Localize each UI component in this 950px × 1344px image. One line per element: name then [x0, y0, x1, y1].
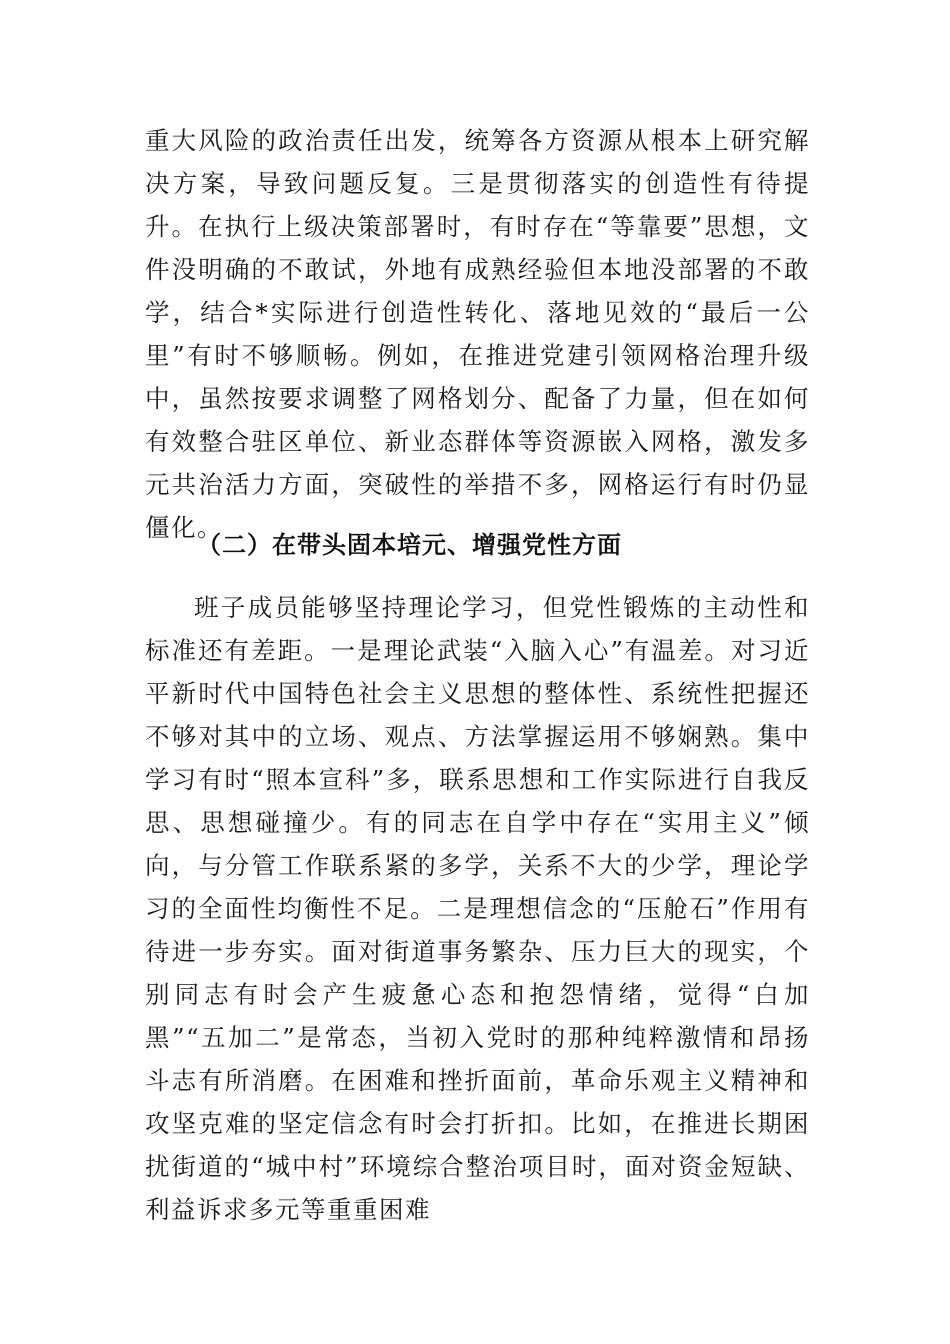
continued-paragraph-block [145, 119, 810, 549]
section-paragraph: 班子成员能够坚持理论学习，但党性锻炼的主动性和标准还有差距。一是理论武装“入脑入心”有温差。对习近平新时代中国特色社会主义思想的整体性、系统性把握还不够对其中的立场、观点、方法掌握运用不够娴熟。集中学习有时“照本宣科”多，联系思想和工作实际进行自我反思、思想碰撞少。有的同志在自学中存在“实用主义”倾向，与分管工作联系紧的多学，关系不大的少学，理论学习的全面性均衡性不足。二是理想信念的“压舱石”作用有待进一步夯实。面对街道事务繁杂、压力巨大的现实，个别同志有时会产生疲惫心态和抱怨情绪，觉得“白加黑”“五加二”是常态，当初入党时的那种纯粹激情和昂扬斗志有所消磨。在困难和挫折面前，革命乐观主义精神和攻坚克难的坚定信念有时会打折扣。比如，在推进长期困扰街道的“城中村”环境综合整治项目时，面对资金短缺、利益诉求多元等重重困难 [145, 593, 810, 1224]
continued-paragraph: 重大风险的政治责任出发，统筹各方资源从根本上研究解决方案，导致问题反复。三是贯彻落实的创造性有待提升。在执行上级决策部署时，有时存在“等靠要”思想，文件没明确的不敢试，外地有成熟经验但本地没部署的不敢学，结合*实际进行创造性转化、落地见效的“最后一公里”有时不够顺畅。例如，在推进党建引领网格治理升级中，虽然按要求调整了网格划分、配备了力量，但在如何有效整合驻区单位、新业态群体等资源嵌入网格，激发多元共治活力方面，突破性的举措不多，网格运行有时仍显僵化。 [145, 126, 810, 542]
section-paragraph-block [145, 586, 810, 1231]
section-heading: （二）在带头固本培元、增强党性方面 [197, 531, 622, 559]
